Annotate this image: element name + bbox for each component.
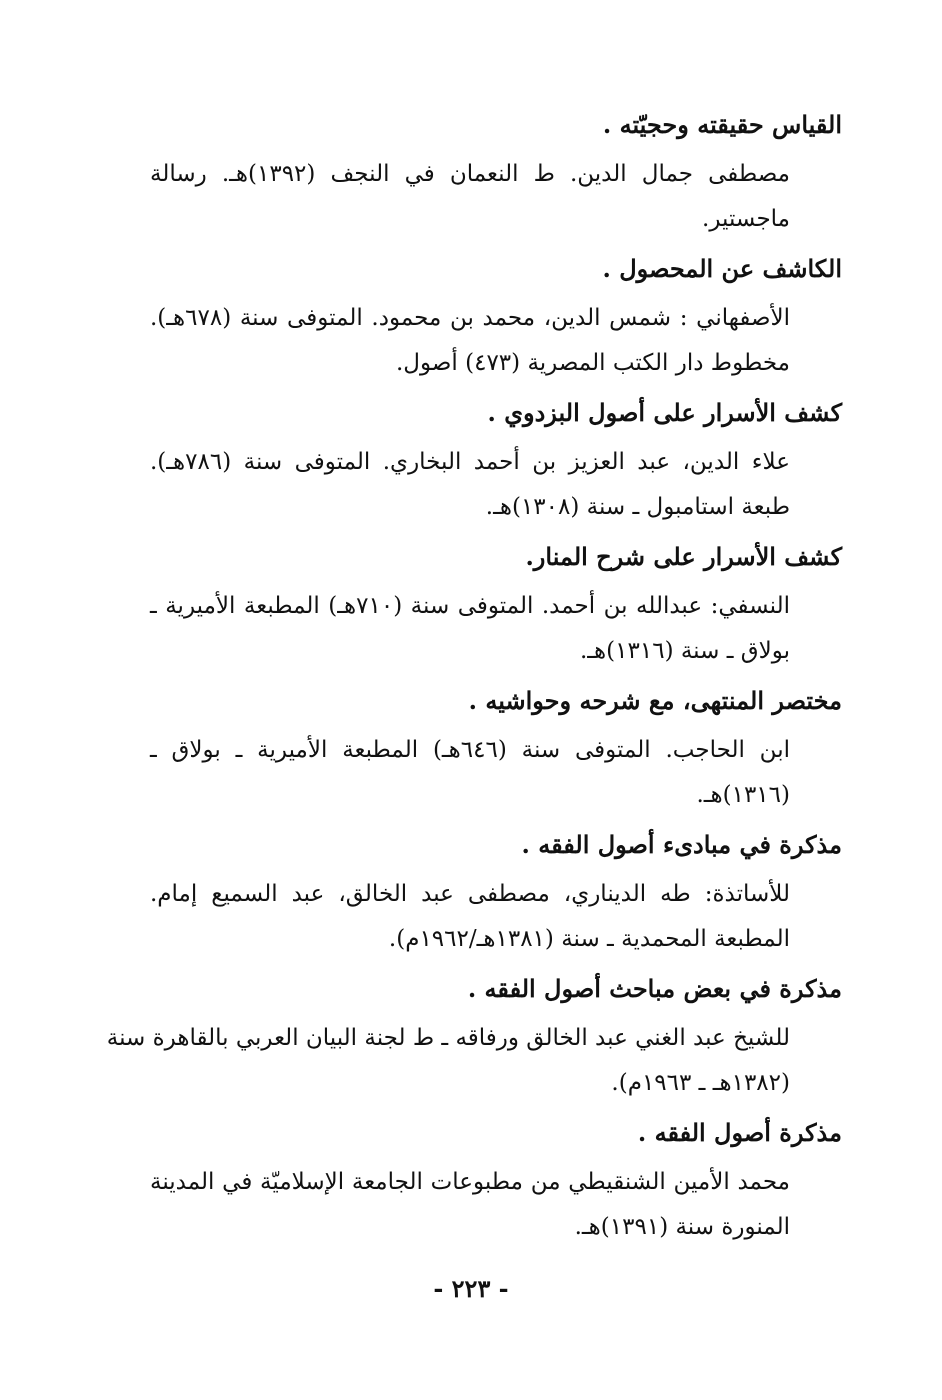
entry-line: للشيخ عبد الغني عبد الخالق ورفاقه ـ ط لجنة البيان العربي بالقاهرة سنة — [106, 1025, 790, 1051]
entry-line: الأصفهاني : شمس الدين، محمد بن محمود. المتوفى سنة (٦٧٨هـ). — [150, 305, 790, 331]
entry-title: مذكرة أصول الفقه . — [637, 1118, 842, 1147]
entry-line: ماجستير. — [702, 206, 790, 232]
entry-title: كشف الأسرار على أصول البزدوي . — [487, 398, 842, 427]
entry-line: مصطفى جمال الدين. ط النعمان في النجف (١٣٩٢)هـ. رسالة — [150, 161, 791, 187]
bibliography-entry — [150, 396, 842, 530]
entry-body — [150, 152, 790, 242]
bibliography-page — [106, 108, 842, 1260]
entry-line: المطبعة المحمدية ـ سنة (١٣٨١هـ/١٩٦٢م). — [388, 926, 790, 952]
entry-title: مختصر المنتهى، مع شرحه وحواشيه . — [468, 686, 842, 715]
entry-title: القياس حقيقته وحجيّته . — [602, 110, 842, 139]
entry-line: علاء الدين، عبد العزيز بن أحمد البخاري. المتوفى سنة (٧٨٦هـ). — [150, 449, 790, 475]
entry-line: طبعة استامبول ـ سنة (١٣٠٨)هـ. — [485, 494, 790, 520]
entry-line: للأساتذة: طه الديناري، مصطفى عبد الخالق، عبد السميع إمام. — [150, 881, 790, 907]
entry-body — [106, 1016, 790, 1106]
entry-title: الكاشف عن المحصول . — [602, 254, 842, 283]
entry-title: مذكرة في مبادىء أصول الفقه . — [521, 830, 842, 859]
entry-title: كشف الأسرار على شرح المنار. — [525, 542, 842, 571]
bibliography-entry — [150, 108, 842, 242]
entry-line: مخطوط دار الكتب المصرية (٤٧٣) أصول. — [395, 350, 790, 376]
entry-body — [150, 440, 790, 530]
entry-line: المنورة سنة (١٣٩١)هـ. — [574, 1214, 790, 1240]
bibliography-entry — [150, 684, 842, 818]
entry-body — [150, 728, 790, 818]
entry-line: محمد الأمين الشنقيطي من مطبوعات الجامعة الإسلاميّة في المدينة — [150, 1169, 790, 1195]
entry-body — [150, 584, 790, 674]
bibliography-entry — [150, 828, 842, 962]
entry-body — [150, 1160, 790, 1250]
entry-line: بولاق ـ سنة (١٣١٦)هـ. — [579, 638, 790, 664]
entry-line: النسفي: عبدالله بن أحمد. المتوفى سنة (٧١٠هـ) المطبعة الأميرية ـ — [150, 593, 790, 619]
entry-body — [150, 296, 790, 386]
entry-body — [150, 872, 790, 962]
page-number: - ٢٢٣ - — [433, 1274, 509, 1303]
entry-line: (١٣١٦)هـ. — [696, 782, 790, 808]
entry-title: مذكرة في بعض مباحث أصول الفقه . — [467, 974, 842, 1003]
bibliography-entry — [150, 252, 842, 386]
entry-line: ابن الحاجب. المتوفى سنة (٦٤٦هـ) المطبعة الأميرية ـ بولاق ـ — [150, 737, 790, 763]
bibliography-entry — [150, 540, 842, 674]
entry-line: (١٣٨٢هـ ـ ١٩٦٣م). — [611, 1070, 790, 1096]
bibliography-entry — [150, 1116, 842, 1250]
bibliography-entry — [106, 972, 842, 1106]
